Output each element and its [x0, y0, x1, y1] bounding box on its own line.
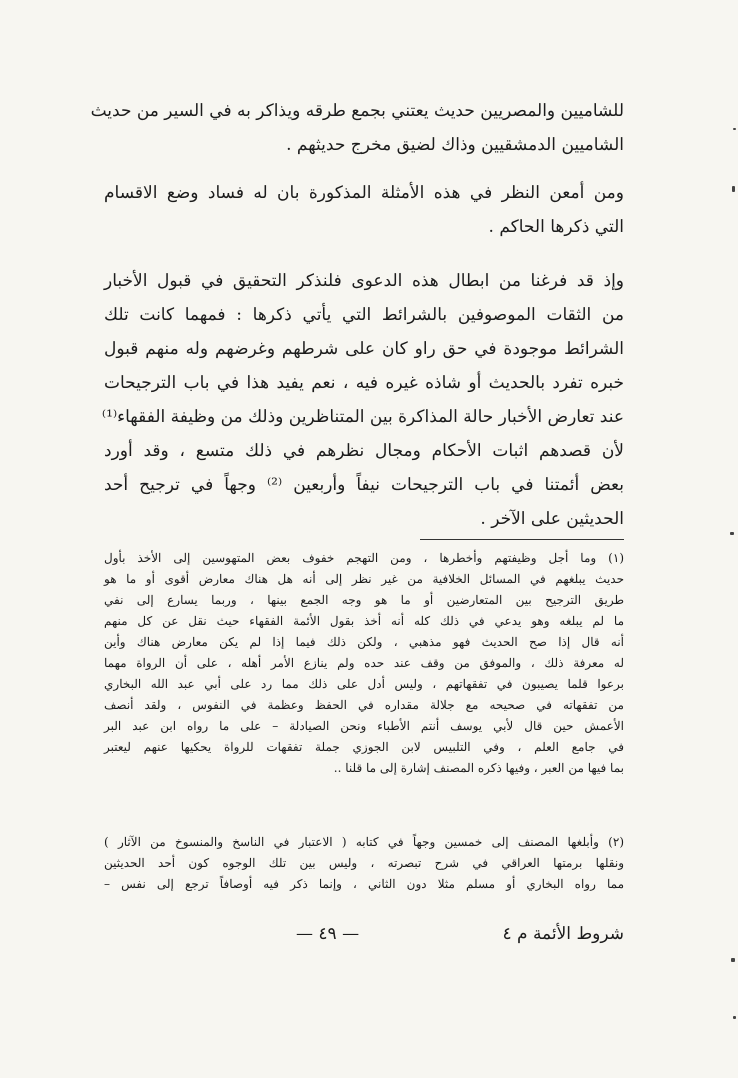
scan-speck	[733, 1016, 736, 1019]
footnote-line: مما رواه البخاري أو مسلم مثلا دون الثاني ، وإنما ذكر فيه أوصافاً ترجع إلى نفس –	[104, 877, 624, 891]
scan-speck	[730, 532, 734, 535]
footnote-line: (٢) وأبلغها المصنف إلى خمسين وجهاً في كتابه ( الاعتبار في الناسخ والمنسوخ من الآثار )	[104, 835, 624, 849]
page-footer	[104, 924, 624, 960]
text-line: وإذ قد فرغنا من ابطال هذه الدعوى فلنذكر التحقيق في قبول الأخبار	[104, 271, 624, 291]
text-line: خبره تفرد بالحديث أو شاذه غيره فيه ، نعم يفيد هذا في باب الترجيحات	[104, 373, 624, 393]
footnote-line: في جامع العلم ، وفي التلبيس لابن الجوزي جملة تفقهات للرواة يحكيها عنهم ليعتبر	[104, 740, 624, 754]
footnote-2	[104, 832, 624, 895]
text-line: عند تعارض الأخبار حالة المذاكرة بين المتناظرين وذلك من وظيفة الفقهاء⁽¹⁾	[101, 407, 624, 427]
scan-speck	[733, 128, 736, 130]
footnote-line: برعوا قلما يصيبون في تفقهاتهم ، وليس أدل على ذلك مما رد على أبي عبد الله البخاري	[104, 677, 624, 691]
footnote-line: الأعمش حين قال لأبي يوسف أنتم الأطباء ونحن الصيادلة – على ما رواه ابن عبد البر	[104, 719, 624, 733]
paragraph-3	[101, 264, 624, 536]
paragraph-1	[90, 94, 624, 162]
scan-speck	[731, 958, 735, 962]
text-line: الشاميين الدمشقيين وذاك لضيق مخرج حديثهم .	[286, 135, 624, 155]
footnote-1	[104, 548, 624, 779]
text-line: لأن قصدهم اثبات الأحكام ومجال نظرهم في ذلك متسع ، وقد أورد	[104, 441, 624, 461]
footnote-line: بما فيها من العبر ، وفيها ذكره المصنف إشارة إلى ما قلنا ..	[333, 761, 624, 775]
running-title: شروط الأئمة م ٤	[502, 924, 624, 944]
footnote-line: من تفقهاته في صحيحه مع جلالة مقداره في الحفظ وعظمة في النفوس ، ولقد أنصف	[104, 698, 624, 712]
footnote-line: له معرفة ذلك ، والموفق من وقف عند حده ولم ينازع الأمر أهله ، على أن الرواة مهما	[104, 656, 624, 670]
text-line: الشرائط موجودة في حق راو كان على شرطهم وغرضهم وله منهم قبول	[104, 339, 624, 359]
footnote-separator	[420, 539, 624, 540]
paragraph-2	[104, 176, 624, 244]
text-line: الحديثين على الآخر .	[480, 509, 624, 529]
footnote-line: (١) وما أجل وظيفتهم وأخطرها ، ومن التهجم خفوف بعض المتهوسين إلى الأخذ بأول	[104, 551, 624, 565]
text-line: التي ذكرها الحاكم .	[488, 217, 624, 237]
text-line: بعض أئمتنا في باب الترجيحات نيفاً وأربعين ⁽²⁾ وجهاً في ترجيح أحد	[104, 475, 624, 495]
text-line: للشاميين والمصريين حديث يعتني بجمع طرقه ويذاكر به في السير من حديث	[90, 101, 624, 121]
footnote-line: ونقلها برمتها العراقي في شرح تبصرته ، وليس بين تلك الوجوه كون أحد الحديثين	[104, 856, 624, 870]
scan-speck	[732, 186, 735, 192]
footnote-line: ما لم يبلغه وهو يدعي في ذلك كله أنه أخذ بقول الأئمة الفقهاء حيث نقل عن كل منهم	[104, 614, 624, 628]
text-line: من الثقات الموصوفين بالشرائط التي يأتي ذكرها : فمهما كانت تلك	[104, 305, 624, 325]
page-number: — ٤٩ —	[296, 924, 360, 944]
text-line: ومن أمعن النظر في هذه الأمثلة المذكورة بان له فساد وضع الاقسام	[104, 183, 624, 203]
footnote-line: طريق الترجيح بين المتعارضين أو ما هو وجه الجمع بينها ، وربما يسارع إلى نفي	[104, 593, 624, 607]
footnote-line: أنه قال إذا صح الحديث فهو مذهبي ، ولكن ذلك فيما إذا لم يكن معارض هناك وأين	[104, 635, 624, 649]
footnote-line: حديث يبلغهم في المسائل الخلافية من غير نظر إلى أنه هل هناك معارض أقوى أو ما هو	[104, 572, 624, 586]
